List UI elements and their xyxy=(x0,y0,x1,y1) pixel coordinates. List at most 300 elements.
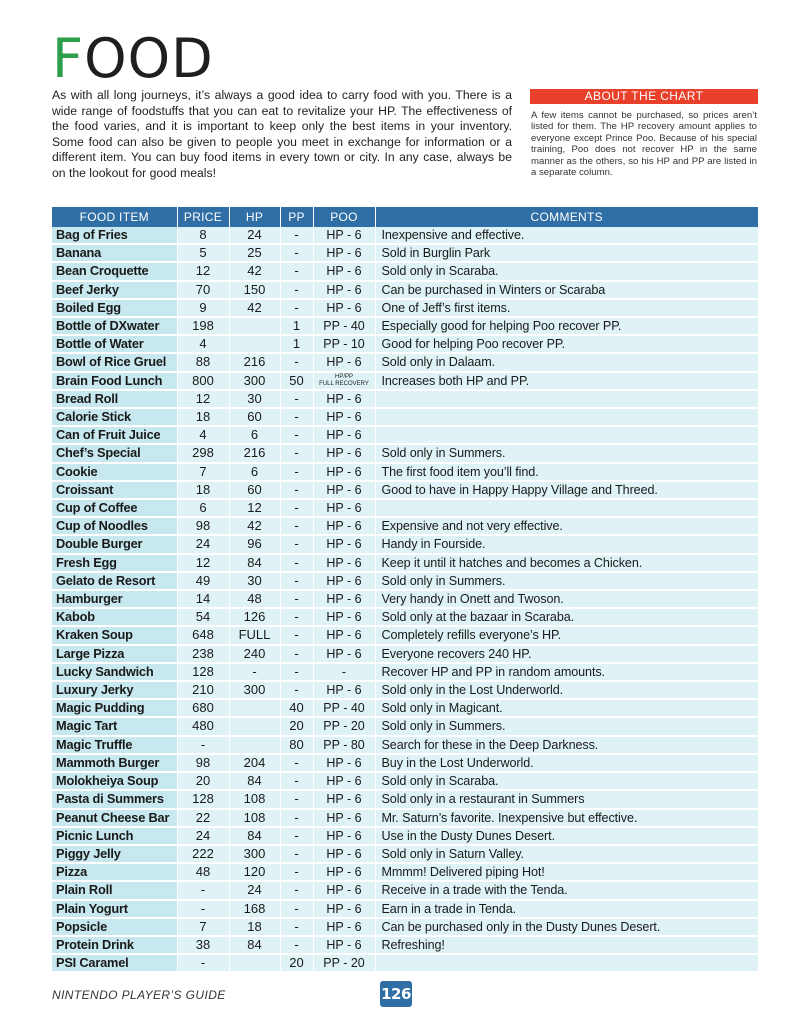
table-row xyxy=(52,699,758,717)
comment-cell: Sold in Burglin Park xyxy=(375,244,758,262)
poo-cell: HP - 6 xyxy=(313,535,375,553)
food-table xyxy=(52,207,758,973)
header-pp: PP xyxy=(280,207,313,227)
hp-cell: 42 xyxy=(229,517,280,535)
food-name: Pizza xyxy=(52,863,177,881)
pp-cell: - xyxy=(280,881,313,899)
food-name: Calorie Stick xyxy=(52,408,177,426)
table-row xyxy=(52,681,758,699)
poo-cell: HP - 6 xyxy=(313,244,375,262)
comment-cell xyxy=(375,426,758,444)
comment-cell: Sold only in Saturn Valley. xyxy=(375,845,758,863)
food-name: PSI Caramel xyxy=(52,954,177,972)
pp-cell: - xyxy=(280,426,313,444)
comment-cell: Especially good for helping Poo recover PP. xyxy=(375,317,758,335)
header-hp: HP xyxy=(229,207,280,227)
price-cell: - xyxy=(177,881,229,899)
hp-cell: 300 xyxy=(229,845,280,863)
price-cell: 12 xyxy=(177,262,229,280)
header-poo: POO xyxy=(313,207,375,227)
food-name: Plain Roll xyxy=(52,881,177,899)
comment-cell: Sold only in Summers. xyxy=(375,572,758,590)
price-cell: 20 xyxy=(177,772,229,790)
table-row xyxy=(52,626,758,644)
table-row xyxy=(52,918,758,936)
pp-cell: 40 xyxy=(280,699,313,717)
poo-cell: HP - 6 xyxy=(313,772,375,790)
about-chart-header: ABOUT THE CHART xyxy=(530,89,758,104)
pp-cell: - xyxy=(280,845,313,863)
poo-cell: HP - 6 xyxy=(313,681,375,699)
comment-cell: Sold only in a restaurant in Summers xyxy=(375,790,758,808)
hp-cell: 84 xyxy=(229,772,280,790)
poo-cell: HP - 6 xyxy=(313,590,375,608)
hp-cell: 6 xyxy=(229,426,280,444)
comment-cell: Increases both HP and PP. xyxy=(375,372,758,390)
pp-cell: - xyxy=(280,281,313,299)
food-name: Mammoth Burger xyxy=(52,754,177,772)
comment-cell: Refreshing! xyxy=(375,936,758,954)
hp-cell: 60 xyxy=(229,481,280,499)
food-name: Beef Jerky xyxy=(52,281,177,299)
table-row xyxy=(52,262,758,280)
table-row xyxy=(52,554,758,572)
table-row xyxy=(52,881,758,899)
comment-cell: Sold only in Summers. xyxy=(375,444,758,462)
table-row xyxy=(52,790,758,808)
comment-cell: Inexpensive and effective. xyxy=(375,227,758,244)
poo-cell: HP - 6 xyxy=(313,517,375,535)
food-name: Bean Croquette xyxy=(52,262,177,280)
pp-cell: - xyxy=(280,626,313,644)
poo-cell: HP - 6 xyxy=(313,227,375,244)
price-cell: 24 xyxy=(177,827,229,845)
hp-cell: 84 xyxy=(229,554,280,572)
table-row xyxy=(52,499,758,517)
price-cell: 14 xyxy=(177,590,229,608)
poo-cell: HP/PP FULL RECOVERY xyxy=(313,372,375,390)
price-cell: 24 xyxy=(177,535,229,553)
about-chart-text: A few items cannot be purchased, so prices aren’t listed for them. The HP recovery amount applies to everyone except Prince Poo. Because of his special training, Poo does not recover HP in the same manner as the others, so his HP and PP are listed in a separate column. xyxy=(531,110,757,179)
poo-cell: HP - 6 xyxy=(313,390,375,408)
food-name: Boiled Egg xyxy=(52,299,177,317)
food-name: Kabob xyxy=(52,608,177,626)
pp-cell: - xyxy=(280,754,313,772)
table-row xyxy=(52,736,758,754)
poo-cell: HP - 6 xyxy=(313,827,375,845)
comment-cell: Good to have in Happy Happy Village and Threed. xyxy=(375,481,758,499)
price-cell: 680 xyxy=(177,699,229,717)
pp-cell: - xyxy=(280,572,313,590)
hp-cell: 168 xyxy=(229,900,280,918)
pp-cell: - xyxy=(280,408,313,426)
poo-cell: HP - 6 xyxy=(313,481,375,499)
food-name: Banana xyxy=(52,244,177,262)
table-row xyxy=(52,590,758,608)
comment-cell: Sold only in Summers. xyxy=(375,717,758,735)
poo-cell: HP - 6 xyxy=(313,936,375,954)
poo-cell: - xyxy=(313,663,375,681)
hp-cell: 48 xyxy=(229,590,280,608)
table-row xyxy=(52,426,758,444)
comment-cell: Mmmm! Delivered piping Hot! xyxy=(375,863,758,881)
food-name: Cup of Noodles xyxy=(52,517,177,535)
food-name: Hamburger xyxy=(52,590,177,608)
food-name: Fresh Egg xyxy=(52,554,177,572)
price-cell: 648 xyxy=(177,626,229,644)
comment-cell: Sold only in Scaraba. xyxy=(375,772,758,790)
hp-cell: 25 xyxy=(229,244,280,262)
price-cell: 49 xyxy=(177,572,229,590)
price-cell: 88 xyxy=(177,353,229,371)
comment-cell xyxy=(375,499,758,517)
comment-cell: Sold only at the bazaar in Scaraba. xyxy=(375,608,758,626)
table-row xyxy=(52,772,758,790)
table-row xyxy=(52,481,758,499)
price-cell: 48 xyxy=(177,863,229,881)
comment-cell: Good for helping Poo recover PP. xyxy=(375,335,758,353)
food-name: Large Pizza xyxy=(52,645,177,663)
poo-cell: HP - 6 xyxy=(313,790,375,808)
comment-cell: Handy in Fourside. xyxy=(375,535,758,553)
price-cell: 54 xyxy=(177,608,229,626)
table-row xyxy=(52,608,758,626)
poo-cell: HP - 6 xyxy=(313,463,375,481)
hp-cell: 150 xyxy=(229,281,280,299)
food-name: Piggy Jelly xyxy=(52,845,177,863)
price-cell: 5 xyxy=(177,244,229,262)
poo-cell: HP - 6 xyxy=(313,262,375,280)
table-row xyxy=(52,754,758,772)
price-cell: 12 xyxy=(177,390,229,408)
pp-cell: - xyxy=(280,645,313,663)
table-row xyxy=(52,372,758,390)
table-row xyxy=(52,227,758,244)
pp-cell: - xyxy=(280,535,313,553)
table-row xyxy=(52,317,758,335)
hp-cell xyxy=(229,954,280,972)
poo-cell: HP - 6 xyxy=(313,881,375,899)
header-price: PRICE xyxy=(177,207,229,227)
food-name: Bowl of Rice Gruel xyxy=(52,353,177,371)
pp-cell: - xyxy=(280,299,313,317)
food-name: Cookie xyxy=(52,463,177,481)
comment-cell xyxy=(375,390,758,408)
pp-cell: 1 xyxy=(280,317,313,335)
poo-cell: HP - 6 xyxy=(313,281,375,299)
hp-cell: 300 xyxy=(229,681,280,699)
header-food-item: FOOD ITEM xyxy=(52,207,177,227)
food-name: Protein Drink xyxy=(52,936,177,954)
poo-cell: HP - 6 xyxy=(313,845,375,863)
hp-cell: 30 xyxy=(229,390,280,408)
poo-cell: PP - 20 xyxy=(313,717,375,735)
table-row xyxy=(52,717,758,735)
poo-cell: HP - 6 xyxy=(313,863,375,881)
hp-cell: 216 xyxy=(229,444,280,462)
pp-cell: - xyxy=(280,681,313,699)
table-row xyxy=(52,281,758,299)
food-name: Bottle of DXwater xyxy=(52,317,177,335)
pp-cell: - xyxy=(280,900,313,918)
table-row xyxy=(52,244,758,262)
pp-cell: 50 xyxy=(280,372,313,390)
hp-cell: 300 xyxy=(229,372,280,390)
comment-cell: Receive in a trade with the Tenda. xyxy=(375,881,758,899)
comment-cell: Sold only in Dalaam. xyxy=(375,353,758,371)
hp-cell xyxy=(229,736,280,754)
price-cell: 6 xyxy=(177,499,229,517)
price-cell: 98 xyxy=(177,754,229,772)
price-cell: - xyxy=(177,736,229,754)
table-row xyxy=(52,900,758,918)
pp-cell: - xyxy=(280,353,313,371)
comment-cell: Everyone recovers 240 HP. xyxy=(375,645,758,663)
poo-cell: HP - 6 xyxy=(313,626,375,644)
pp-cell: - xyxy=(280,590,313,608)
food-name: Bag of Fries xyxy=(52,227,177,244)
food-name: Magic Tart xyxy=(52,717,177,735)
table-row xyxy=(52,390,758,408)
poo-cell: PP - 40 xyxy=(313,699,375,717)
hp-cell: 24 xyxy=(229,881,280,899)
food-name: Gelato de Resort xyxy=(52,572,177,590)
food-table-body xyxy=(52,227,758,972)
hp-cell: 216 xyxy=(229,353,280,371)
poo-cell: HP - 6 xyxy=(313,353,375,371)
hp-cell: 6 xyxy=(229,463,280,481)
pp-cell: - xyxy=(280,499,313,517)
poo-cell: HP - 6 xyxy=(313,426,375,444)
hp-cell: 204 xyxy=(229,754,280,772)
pp-cell: - xyxy=(280,918,313,936)
comment-cell: Expensive and not very effective. xyxy=(375,517,758,535)
poo-cell: HP - 6 xyxy=(313,645,375,663)
price-cell: 238 xyxy=(177,645,229,663)
food-name: Peanut Cheese Bar xyxy=(52,809,177,827)
pp-cell: - xyxy=(280,608,313,626)
hp-cell xyxy=(229,717,280,735)
price-cell: - xyxy=(177,900,229,918)
hp-cell: 84 xyxy=(229,827,280,845)
hp-cell xyxy=(229,699,280,717)
pp-cell: - xyxy=(280,790,313,808)
pp-cell: - xyxy=(280,554,313,572)
header-comments: COMMENTS xyxy=(375,207,758,227)
hp-cell: - xyxy=(229,663,280,681)
pp-cell: - xyxy=(280,809,313,827)
pp-cell: - xyxy=(280,463,313,481)
hp-cell: FULL xyxy=(229,626,280,644)
hp-cell: 108 xyxy=(229,809,280,827)
price-cell: 198 xyxy=(177,317,229,335)
comment-cell: Recover HP and PP in random amounts. xyxy=(375,663,758,681)
price-cell: 222 xyxy=(177,845,229,863)
footer-text: NINTENDO PLAYER’S GUIDE xyxy=(52,988,226,1002)
table-row xyxy=(52,463,758,481)
comment-cell: Sold only in Magicant. xyxy=(375,699,758,717)
price-cell: 128 xyxy=(177,663,229,681)
hp-cell: 120 xyxy=(229,863,280,881)
food-name: Can of Fruit Juice xyxy=(52,426,177,444)
food-name: Lucky Sandwich xyxy=(52,663,177,681)
title-rest: OOD xyxy=(84,27,214,90)
food-name: Luxury Jerky xyxy=(52,681,177,699)
table-row xyxy=(52,335,758,353)
hp-cell: 240 xyxy=(229,645,280,663)
comment-cell: Use in the Dusty Dunes Desert. xyxy=(375,827,758,845)
food-name: Chef’s Special xyxy=(52,444,177,462)
table-row xyxy=(52,517,758,535)
food-name: Magic Truffle xyxy=(52,736,177,754)
pp-cell: 1 xyxy=(280,335,313,353)
price-cell: 4 xyxy=(177,426,229,444)
price-cell: 7 xyxy=(177,918,229,936)
poo-cell: HP - 6 xyxy=(313,299,375,317)
hp-cell xyxy=(229,335,280,353)
comment-cell: The first food item you’ll find. xyxy=(375,463,758,481)
food-name: Popsicle xyxy=(52,918,177,936)
page-number-badge: 126 xyxy=(380,981,412,1007)
food-name: Bread Roll xyxy=(52,390,177,408)
poo-cell: PP - 10 xyxy=(313,335,375,353)
comment-cell: Earn in a trade in Tenda. xyxy=(375,900,758,918)
food-name: Plain Yogurt xyxy=(52,900,177,918)
hp-cell: 12 xyxy=(229,499,280,517)
table-row xyxy=(52,954,758,972)
food-name: Cup of Coffee xyxy=(52,499,177,517)
food-name: Croissant xyxy=(52,481,177,499)
price-cell: 8 xyxy=(177,227,229,244)
comment-cell: Sold only in Scaraba. xyxy=(375,262,758,280)
pp-cell: 20 xyxy=(280,717,313,735)
comment-cell xyxy=(375,408,758,426)
hp-cell: 96 xyxy=(229,535,280,553)
poo-cell: HP - 6 xyxy=(313,608,375,626)
hp-cell: 108 xyxy=(229,790,280,808)
comment-cell: Mr. Saturn’s favorite. Inexpensive but effective. xyxy=(375,809,758,827)
poo-cell: HP - 6 xyxy=(313,499,375,517)
comment-cell: One of Jeff’s first items. xyxy=(375,299,758,317)
table-row xyxy=(52,645,758,663)
table-row xyxy=(52,663,758,681)
pp-cell: - xyxy=(280,663,313,681)
food-name: Bottle of Water xyxy=(52,335,177,353)
pp-cell: - xyxy=(280,517,313,535)
pp-cell: - xyxy=(280,244,313,262)
price-cell: 18 xyxy=(177,481,229,499)
pp-cell: - xyxy=(280,827,313,845)
table-row xyxy=(52,809,758,827)
comment-cell: Sold only in the Lost Underworld. xyxy=(375,681,758,699)
poo-cell: PP - 40 xyxy=(313,317,375,335)
poo-cell: HP - 6 xyxy=(313,554,375,572)
table-row xyxy=(52,845,758,863)
pp-cell: - xyxy=(280,481,313,499)
food-table-header xyxy=(52,207,758,227)
table-row xyxy=(52,863,758,881)
table-row xyxy=(52,353,758,371)
price-cell: 4 xyxy=(177,335,229,353)
poo-cell: HP - 6 xyxy=(313,754,375,772)
comment-cell: Search for these in the Deep Darkness. xyxy=(375,736,758,754)
comment-cell: Can be purchased only in the Dusty Dunes Desert. xyxy=(375,918,758,936)
pp-cell: - xyxy=(280,936,313,954)
food-name: Magic Pudding xyxy=(52,699,177,717)
food-name: Pasta di Summers xyxy=(52,790,177,808)
intro-paragraph: As with all long journeys, it’s always a good idea to carry food with you. There is a wide range of foodstuffs that you can eat to revitalize your HP. The effectiveness of the food varies, and it is important to keep only the best items in your inventory. Some food can also be given to people you meet in exchange for information or a different item. You can buy food items in every town or city. In any case, always be on the lookout for good meals! xyxy=(52,88,512,180)
hp-cell: 24 xyxy=(229,227,280,244)
pp-cell: - xyxy=(280,444,313,462)
pp-cell: - xyxy=(280,390,313,408)
poo-cell: PP - 80 xyxy=(313,736,375,754)
pp-cell: - xyxy=(280,227,313,244)
price-cell: 12 xyxy=(177,554,229,572)
hp-cell xyxy=(229,317,280,335)
table-row xyxy=(52,827,758,845)
pp-cell: - xyxy=(280,863,313,881)
hp-cell: 30 xyxy=(229,572,280,590)
hp-cell: 126 xyxy=(229,608,280,626)
table-row xyxy=(52,444,758,462)
hp-cell: 18 xyxy=(229,918,280,936)
table-row xyxy=(52,936,758,954)
food-name: Double Burger xyxy=(52,535,177,553)
food-name: Brain Food Lunch xyxy=(52,372,177,390)
price-cell: - xyxy=(177,954,229,972)
table-row xyxy=(52,408,758,426)
price-cell: 98 xyxy=(177,517,229,535)
poo-cell: HP - 6 xyxy=(313,408,375,426)
table-row xyxy=(52,299,758,317)
table-row xyxy=(52,572,758,590)
price-cell: 210 xyxy=(177,681,229,699)
price-cell: 7 xyxy=(177,463,229,481)
pp-cell: - xyxy=(280,772,313,790)
pp-cell: 80 xyxy=(280,736,313,754)
poo-cell: PP - 20 xyxy=(313,954,375,972)
hp-cell: 42 xyxy=(229,262,280,280)
comment-cell: Completely refills everyone’s HP. xyxy=(375,626,758,644)
comment-cell: Very handy in Onett and Twoson. xyxy=(375,590,758,608)
pp-cell: - xyxy=(280,262,313,280)
hp-cell: 60 xyxy=(229,408,280,426)
pp-cell: 20 xyxy=(280,954,313,972)
price-cell: 298 xyxy=(177,444,229,462)
price-cell: 38 xyxy=(177,936,229,954)
food-name: Molokheiya Soup xyxy=(52,772,177,790)
comment-cell xyxy=(375,954,758,972)
poo-cell: HP - 6 xyxy=(313,809,375,827)
price-cell: 70 xyxy=(177,281,229,299)
price-cell: 18 xyxy=(177,408,229,426)
page-title xyxy=(52,27,214,90)
price-cell: 22 xyxy=(177,809,229,827)
poo-cell: HP - 6 xyxy=(313,572,375,590)
food-name: Picnic Lunch xyxy=(52,827,177,845)
price-cell: 9 xyxy=(177,299,229,317)
price-cell: 128 xyxy=(177,790,229,808)
poo-cell: HP - 6 xyxy=(313,918,375,936)
hp-cell: 84 xyxy=(229,936,280,954)
price-cell: 480 xyxy=(177,717,229,735)
comment-cell: Can be purchased in Winters or Scaraba xyxy=(375,281,758,299)
food-name: Kraken Soup xyxy=(52,626,177,644)
poo-cell: HP - 6 xyxy=(313,444,375,462)
poo-cell: HP - 6 xyxy=(313,900,375,918)
hp-cell: 42 xyxy=(229,299,280,317)
title-first-letter: F xyxy=(52,27,85,90)
